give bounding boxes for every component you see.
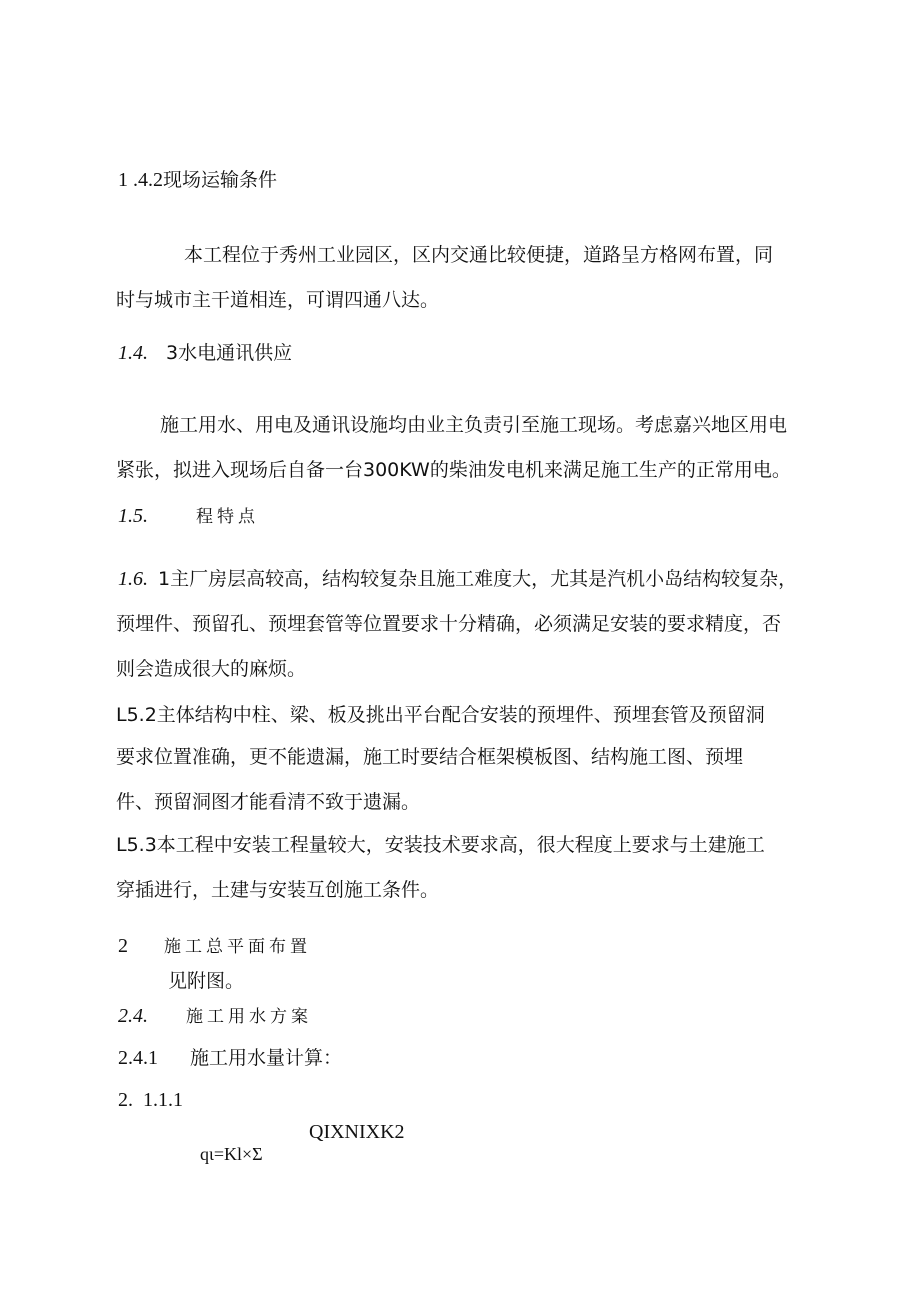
paragraph-feature-3-line-1: L5.3本工程中安装工程量较大，安装技术要求高，很大程度上要求与土建施工 bbox=[116, 834, 765, 856]
heading-2-4 bbox=[118, 1004, 312, 1029]
paragraph-text: 1主厂房层高较高，结构较复杂且施工难度大，尤其是汽机小岛结构较复杂， bbox=[158, 568, 798, 590]
paragraph-feature-1-line-1 bbox=[118, 567, 797, 591]
paragraph-feature-1-line-2: 预埋件、预留孔、预埋套管等位置要求十分精确，必须满足安装的要求精度，否 bbox=[116, 613, 782, 635]
heading-1-4-3 bbox=[118, 341, 292, 365]
formula-numerator: QIXNIXK2 bbox=[309, 1121, 405, 1143]
heading-text: 施工用水量计算： bbox=[190, 1047, 343, 1069]
paragraph-transport-line-2: 时与城市主干道相连，可谓四通八达。 bbox=[116, 289, 440, 311]
paragraph-feature-2-line-3: 件、预留洞图才能看清不致于遗漏。 bbox=[116, 791, 421, 813]
heading-text: 3水电通讯供应 bbox=[166, 342, 293, 364]
heading-2-4-1 bbox=[118, 1046, 342, 1070]
heading-text: 现场运输条件 bbox=[163, 169, 278, 191]
paragraph-utilities-line-2: 紧张，拟进入现场后自备一台300KW的柴油发电机来满足施工生产的正常用电。 bbox=[116, 459, 791, 481]
heading-text: 施工用水方案 bbox=[186, 1007, 312, 1027]
heading-number: 1.4. bbox=[118, 342, 148, 364]
paragraph-number: 1.6. bbox=[118, 568, 148, 590]
formula-main: qι=Kl×Σ bbox=[200, 1144, 263, 1164]
heading-number: 2.4.1 bbox=[118, 1047, 158, 1069]
heading-1-5 bbox=[118, 504, 259, 529]
paragraph-feature-3-line-2: 穿插进行，土建与安装互创施工条件。 bbox=[116, 879, 440, 901]
paragraph-feature-2-line-1: L5.2主体结构中柱、梁、板及挑出平台配合安装的预埋件、预埋套管及预留洞 bbox=[116, 704, 765, 726]
heading-number: 1.5. bbox=[118, 505, 148, 527]
heading-2 bbox=[118, 934, 311, 959]
see-attached-figure: 见附图。 bbox=[168, 970, 245, 992]
paragraph-feature-2-line-2: 要求位置准确，更不能遗漏，施工时要结合框架模板图、结构施工图、预埋 bbox=[116, 746, 744, 768]
paragraph-utilities-line-1: 施工用水、用电及通讯设施均由业主负责引至施工现场。考虑嘉兴地区用电 bbox=[160, 414, 788, 436]
paragraph-feature-1-line-3: 则会造成很大的麻烦。 bbox=[116, 658, 307, 680]
heading-2-1-1-1: 2. 1.1.1 bbox=[118, 1089, 183, 1111]
paragraph-transport-line-1: 本工程位于秀州工业园区，区内交通比较便捷，道路呈方格网布置，同 bbox=[184, 244, 774, 266]
heading-text: 施工总平面布置 bbox=[164, 937, 311, 957]
heading-text: 程特点 bbox=[196, 507, 259, 527]
heading-1-4-2 bbox=[118, 168, 277, 192]
heading-number: 2.4. bbox=[118, 1005, 148, 1027]
heading-number: 1 .4.2 bbox=[118, 169, 163, 191]
heading-number: 2 bbox=[118, 935, 128, 957]
